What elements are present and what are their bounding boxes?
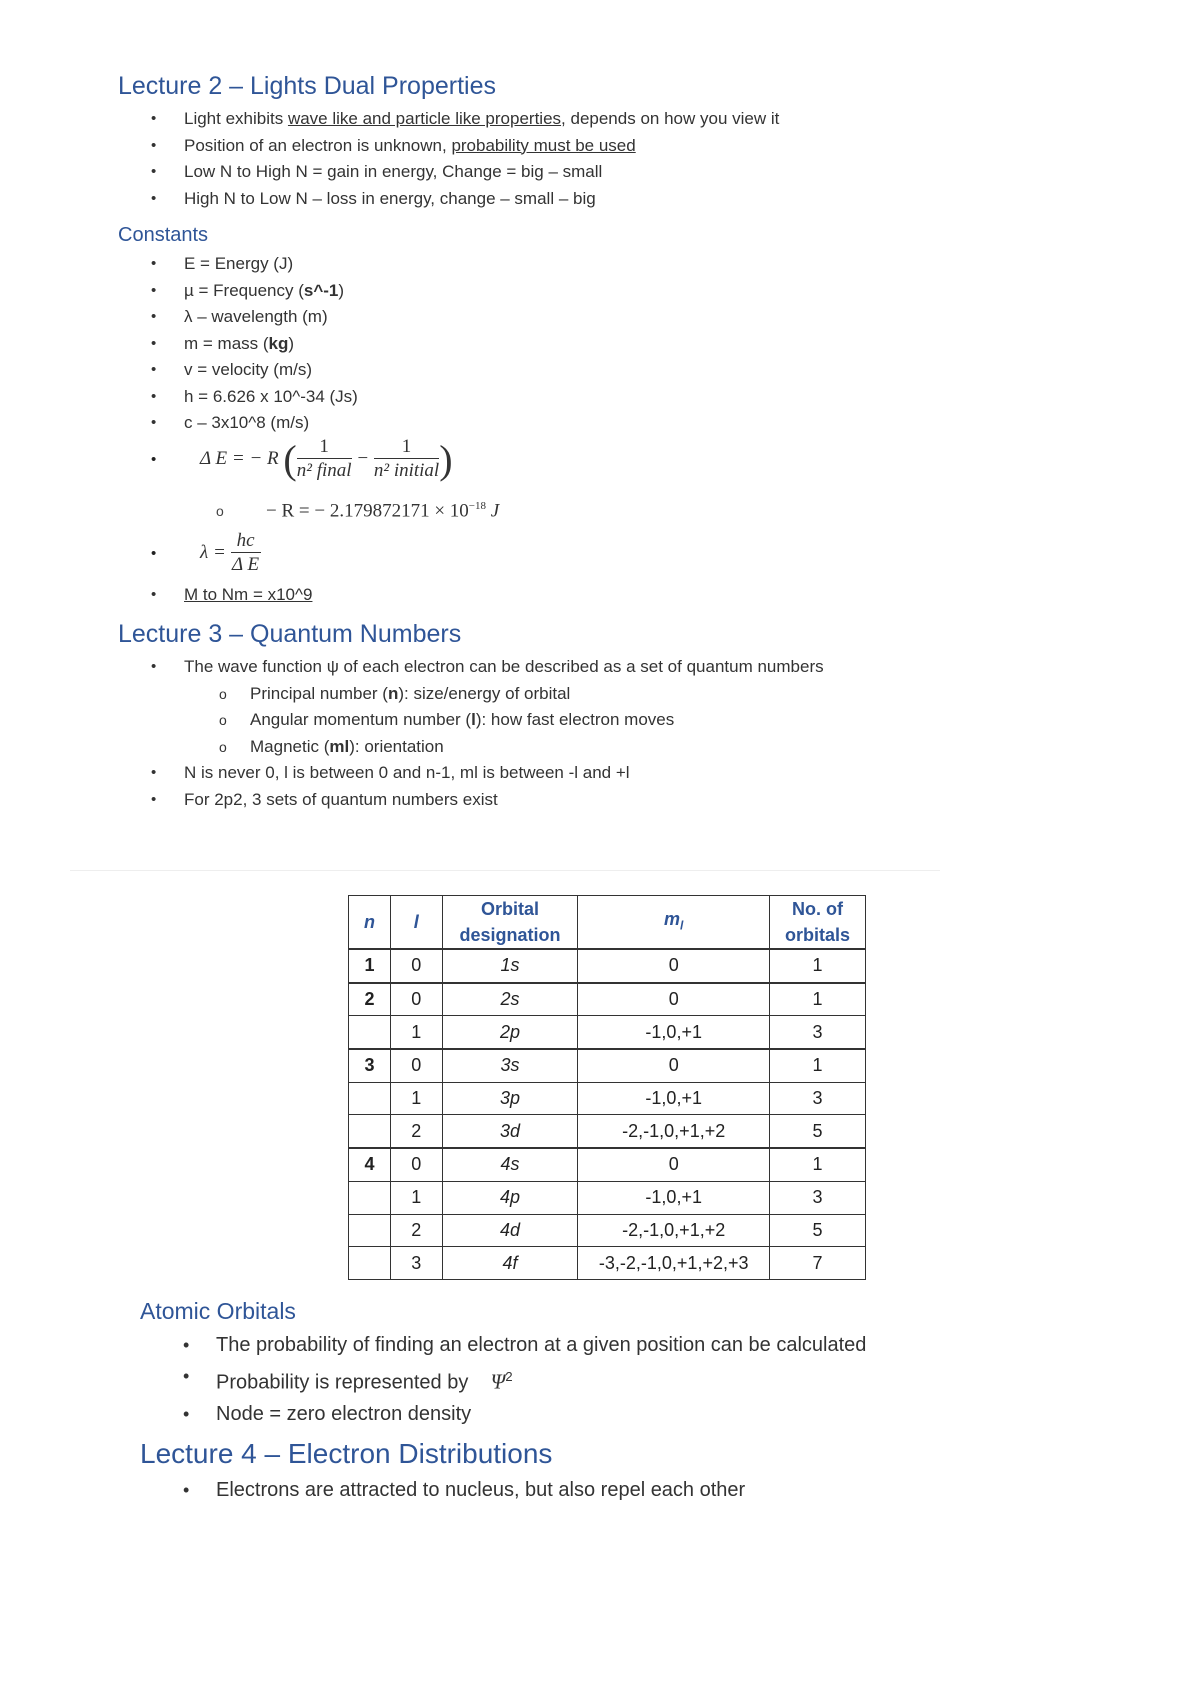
- table-row: 1 3p -1,0,+1 3: [349, 1082, 866, 1115]
- lecture4-list: [183, 1475, 746, 1506]
- list-item: • h = 6.626 x 10^-34 (Js): [184, 384, 358, 411]
- bullet-icon: •: [151, 136, 157, 154]
- bullet-icon: •: [151, 451, 157, 468]
- table-row: 2 4d -2,-1,0,+1,+2 5: [349, 1214, 866, 1247]
- bullet-icon: •: [151, 387, 157, 405]
- table-header-row: [349, 896, 866, 950]
- bullet-icon: •: [151, 658, 157, 675]
- table-row: 2 3d -2,-1,0,+1,+2 5: [349, 1115, 866, 1148]
- list-item: • The wave function ψ of each electron can be described as a set of quantum numbers: [184, 654, 824, 681]
- circle-bullet-icon: o: [219, 685, 227, 702]
- sub-list-item: o Angular momentum number (l): how fast electron moves: [250, 707, 824, 734]
- list-item: • M to Nm = x10^9: [184, 582, 312, 609]
- list-item: • The probability of finding an electron at a given position can be calculated: [216, 1330, 866, 1361]
- list-item: • For 2p2, 3 sets of quantum numbers exist: [184, 787, 824, 814]
- bullet-icon: •: [183, 1403, 190, 1424]
- list-item: • µ = Frequency (s^-1): [184, 278, 358, 305]
- bullet-icon: •: [151, 281, 157, 299]
- table-row: 4 0 4s 0 1: [349, 1148, 866, 1181]
- bullet-icon: •: [151, 586, 157, 603]
- rydberg-constant: − R = − $2.179872171 \times 10^{-18}$ J: [266, 500, 500, 522]
- table-row: 2 0 2s 0 1: [349, 983, 866, 1016]
- bullet-icon: •: [151, 545, 157, 562]
- bullet-icon: •: [151, 361, 157, 378]
- header-count: No. of orbitals: [770, 896, 866, 950]
- list-item: • v = velocity (m/s): [184, 357, 358, 384]
- circle-bullet-icon: o: [219, 712, 227, 728]
- sub-list-item: o Magnetic (ml): orientation: [250, 734, 824, 761]
- bullet-icon: •: [151, 163, 157, 180]
- lecture3-content: [151, 654, 824, 813]
- bullet-icon: •: [183, 1480, 190, 1500]
- table-row: 3 0 3s 0 1: [349, 1049, 866, 1082]
- lecture2-list: [151, 106, 780, 212]
- table-row: 1 0 1s 0 1: [349, 949, 866, 983]
- list-item: • N is never 0, l is between 0 and n-1, ml is between -l and +l: [184, 760, 824, 787]
- bullet-icon: •: [151, 334, 157, 352]
- bullet-icon: •: [151, 414, 157, 431]
- bullet-icon: •: [151, 764, 157, 781]
- list-item: • Node = zero electron density: [216, 1399, 866, 1430]
- table-row: 1 4p -1,0,+1 3: [349, 1181, 866, 1214]
- list-item: • Electrons are attracted to nucleus, but also repel each other: [216, 1475, 745, 1506]
- table-row: 3 4f -3,-2,-1,0,+1,+2,+3 7: [349, 1247, 866, 1280]
- list-item: • E = Energy (J): [184, 251, 358, 278]
- list-item: • Position of an electron is unknown, probability must be used: [184, 133, 779, 160]
- table-row: 1 2p -1,0,+1 3: [349, 1016, 866, 1049]
- header-orbital: Orbital designation: [442, 896, 578, 950]
- lecture4-title: Lecture 4 – Electron Distributions: [140, 1438, 553, 1469]
- constants-list: [151, 251, 358, 437]
- circle-bullet-icon: o: [219, 738, 227, 755]
- psi-symbol: Ψ: [490, 1369, 506, 1394]
- bullet-icon: •: [183, 1335, 190, 1355]
- bullet-icon: •: [151, 189, 157, 207]
- list-item: • High N to Low N – loss in energy, change – small – big: [184, 186, 779, 213]
- list-item: • Probability is represented by $\Psi^2$: [216, 1361, 866, 1399]
- lecture3-title: Lecture 3 – Quantum Numbers: [118, 620, 462, 648]
- bullet-icon: •: [183, 1366, 190, 1386]
- bullet-icon: •: [151, 790, 157, 808]
- circle-bullet-icon: o: [216, 503, 224, 519]
- rydberg-equation: Δ E = − R ( $\frac{1}{\text{n² final}}$ − $\frac{1}{\text{n² initial}}$ ): [200, 436, 453, 482]
- lecture2-title: Lecture 2 – Lights Dual Properties: [118, 72, 496, 100]
- bullet-icon: •: [151, 308, 157, 325]
- page-divider: [70, 870, 940, 871]
- list-item: • c – 3x10^8 (m/s): [184, 410, 358, 437]
- list-item: • Low N to High N = gain in energy, Change = big – small: [184, 159, 779, 186]
- list-item: • Light exhibits wave like and particle like properties, depends on how you view it: [184, 106, 779, 133]
- header-l: l: [390, 896, 442, 950]
- header-ml: $m_l$: [578, 896, 770, 950]
- list-item: • m = mass (kg): [184, 331, 358, 358]
- bullet-icon: •: [151, 110, 157, 127]
- quantum-numbers-table: [348, 895, 866, 1280]
- bullet-icon: •: [151, 255, 157, 272]
- wavelength-equation: λ = $\frac{hc}{\text{Δ E}}$: [200, 530, 260, 575]
- constants-title: Constants: [118, 224, 209, 246]
- header-n: n: [349, 896, 391, 950]
- atomic-orbitals-title: Atomic Orbitals: [140, 1298, 296, 1324]
- list-item: • λ – wavelength (m): [184, 304, 358, 331]
- sub-list-item: o Principal number (n): size/energy of orbital: [250, 681, 824, 708]
- atomic-orbitals-list: [183, 1330, 867, 1430]
